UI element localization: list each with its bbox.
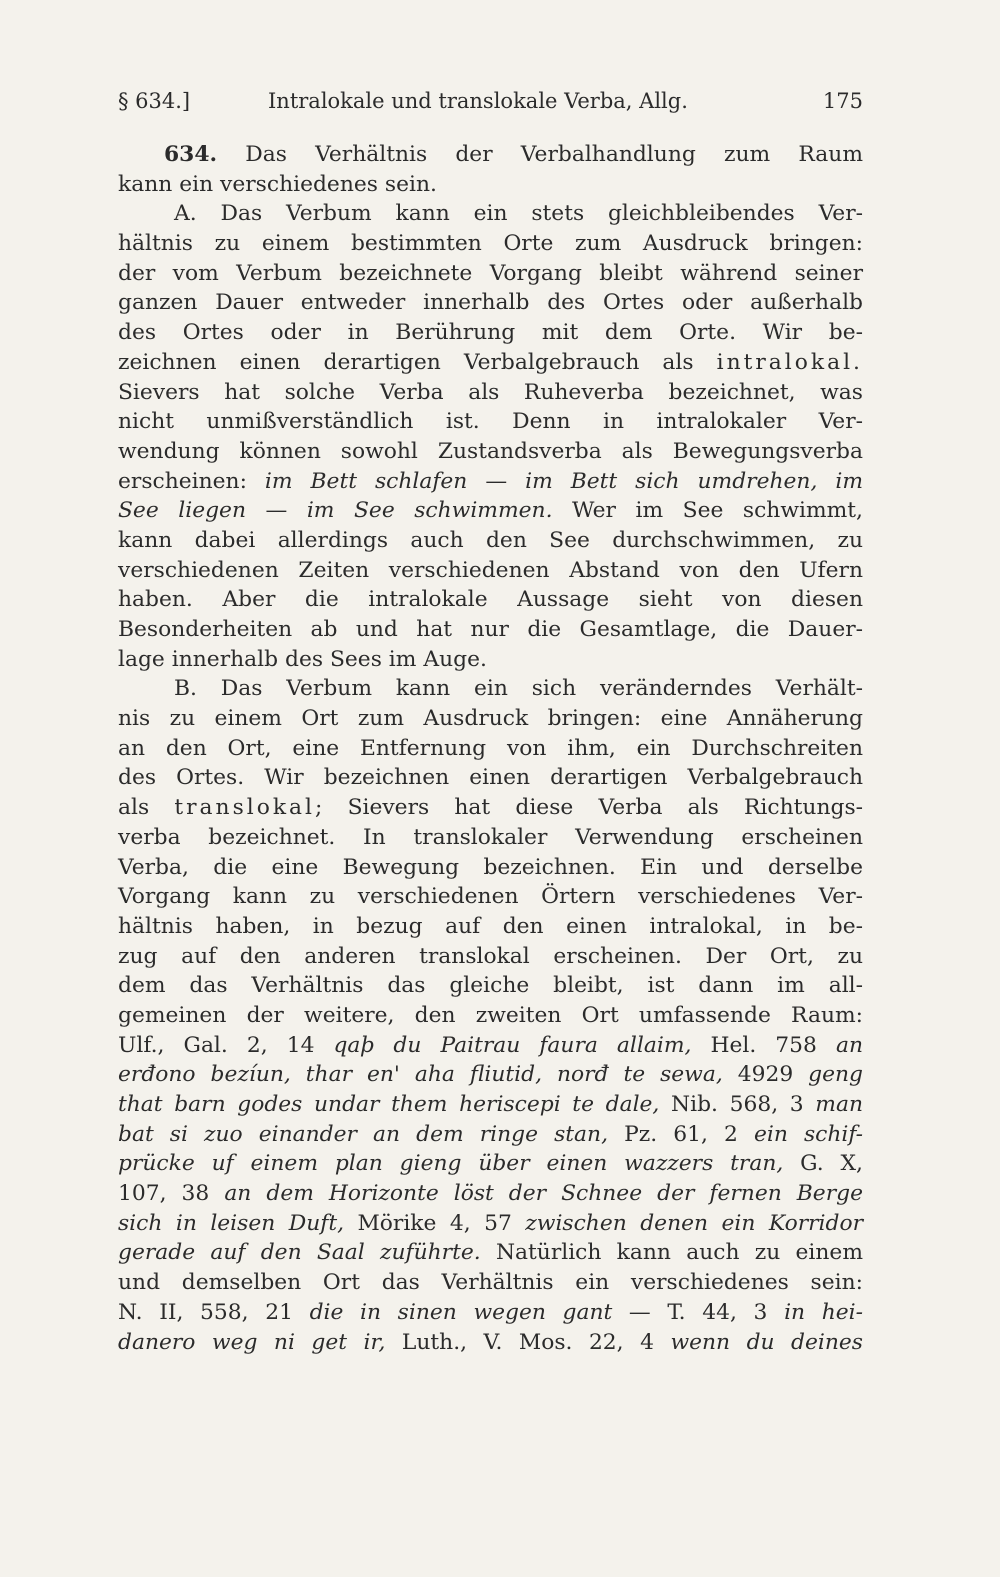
header-title: Intralokale und translokale Verba, Allg. xyxy=(268,89,688,113)
spaced-term: intralokal. xyxy=(716,349,863,375)
text-line: 634. Das Verhältnis der Verbalhandlung zum Raum xyxy=(164,142,863,167)
text-line: A. Das Verbum kann ein stets gleichbleibendes Ver- xyxy=(174,201,863,227)
text-line: wendung können sowohl Zustandsverba als Bewegungsverba xyxy=(118,438,863,464)
text-line: zug auf den anderen translokal erscheinen. Der Ort, zu xyxy=(118,943,863,969)
text-line: lage innerhalb des Sees im Auge. xyxy=(118,646,487,672)
text-line: gemeinen der weitere, den zweiten Ort umfassende Raum: xyxy=(118,1002,863,1028)
text-line: Besonderheiten ab und hat nur die Gesamtlage, die Dauer- xyxy=(118,617,863,642)
text-line: See liegen — im See schwimmen. Wer im See schwimmt, xyxy=(118,498,863,524)
text-line: zeichnen einen derartigen Verbalgebrauch als intralokal. xyxy=(118,349,863,375)
text-line: danero weg ni get ir, Luth., V. Mos. 22, 4 wenn du deines xyxy=(118,1329,863,1355)
text-line: prücke uf einem plan gieng über einen wazzers tran, G. X, xyxy=(118,1151,863,1177)
text-line: Sievers hat solche Verba als Ruheverba bezeichnet, was xyxy=(118,379,863,405)
section-number: 634. xyxy=(164,142,218,167)
text-line: und demselben Ort das Verhältnis ein verschiedenes sein: xyxy=(118,1270,863,1296)
text-line: nicht unmißverständlich ist. Denn in intralokaler Ver- xyxy=(118,409,863,435)
text-line: 107, 38 an dem Horizonte löst der Schnee der fernen Berge xyxy=(118,1181,863,1207)
text-line: verschiedenen Zeiten verschiedenen Abstand von den Ufern xyxy=(118,557,863,583)
text-line: erđono bezíun, thar en' aha fliutid, norđ te sewa, 4929 geng xyxy=(118,1062,863,1088)
text-line: Vorgang kann zu verschiedenen Örtern verschiedenes Ver- xyxy=(118,884,863,910)
text-line: des Ortes. Wir bezeichnen einen derartigen Verbalgebrauch xyxy=(118,765,863,791)
running-header xyxy=(118,84,863,118)
header-section-ref: § 634.] xyxy=(118,89,191,113)
text-line: als translokal; Sievers hat diese Verba als Richtungs- xyxy=(118,795,863,821)
text-line: des Ortes oder in Berührung mit dem Orte. Wir be- xyxy=(118,320,863,346)
text-line: kann dabei allerdings auch den See durchschwimmen, zu xyxy=(118,527,863,553)
text-line: bat si zuo einander an dem ringe stan, Pz. 61, 2 ein schif- xyxy=(118,1121,863,1147)
text-line: ganzen Dauer entweder innerhalb des Ortes oder außerhalb xyxy=(118,290,863,316)
text-line: haben. Aber die intralokale Aussage sieht von diesen xyxy=(118,587,863,613)
text-line: nis zu einem Ort zum Ausdruck bringen: eine Annäherung xyxy=(118,706,863,732)
text-line: sich in leisen Duft, Mörike 4, 57 zwischen denen ein Korridor xyxy=(118,1210,863,1236)
spaced-term: translokal xyxy=(174,795,316,821)
text-line: verba bezeichnet. In translokaler Verwendung erscheinen xyxy=(118,824,863,850)
text-line: B. Das Verbum kann ein sich veränderndes Verhält- xyxy=(174,676,863,702)
body-text xyxy=(118,140,863,1357)
text-line: Ulf., Gal. 2, 14 qaþ du Paitrau faura allaim, Hel. 758 an xyxy=(118,1032,863,1058)
text-line: N. II, 558, 21 die in sinen wegen gant — T. 44, 3 in hei- xyxy=(118,1299,863,1325)
text-line: Verba, die eine Bewegung bezeichnen. Ein und derselbe xyxy=(118,854,863,880)
text-line: der vom Verbum bezeichnete Vorgang bleibt während seiner xyxy=(118,260,863,286)
text-line: hältnis haben, in bezug auf den einen intralokal, in be- xyxy=(118,913,863,939)
text-line: dem das Verhältnis das gleiche bleibt, ist dann im all- xyxy=(118,973,863,999)
text-line: kann ein verschiedenes sein. xyxy=(118,171,437,197)
page-number: 175 xyxy=(822,89,863,113)
text-line: hältnis zu einem bestimmten Orte zum Ausdruck bringen: xyxy=(118,231,863,257)
text-line: that barn godes undar them heriscepi te dale, Nib. 568, 3 man xyxy=(118,1092,863,1117)
text-line: an den Ort, eine Entfernung von ihm, ein Durchschreiten xyxy=(118,735,863,761)
text-line: erscheinen: im Bett schlafen — im Bett sich umdrehen, im xyxy=(118,468,864,494)
text-line: gerade auf den Saal zuführte. Natürlich kann auch zu einem xyxy=(118,1240,863,1266)
